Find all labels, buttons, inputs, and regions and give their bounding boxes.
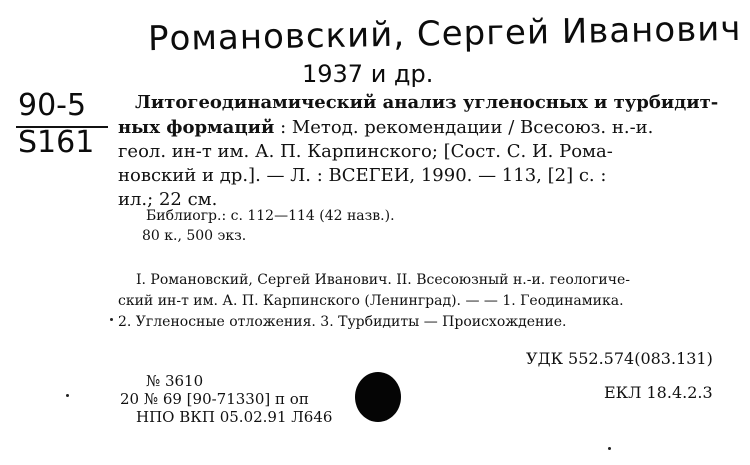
udk-code: УДК 552.574(083.131): [526, 349, 713, 368]
handwritten-author-name: Романовский, Сергей Иванович: [147, 8, 742, 60]
ekl-code: ЕКЛ 18.4.2.3: [604, 383, 713, 402]
tracing-line-1: I. Романовский, Сергей Иванович. II. Всесоюзный н.-и. геологиче-: [136, 272, 631, 288]
call-number-top: 90-5: [18, 88, 87, 123]
card-punch-hole: [355, 372, 401, 422]
handwritten-year-note: 1937 и др.: [302, 60, 434, 88]
call-number-bottom: S161: [18, 125, 95, 160]
entry-line-4: новский и др.]. — Л. : ВСЕГЕИ, 1990. — 113, [2] с. :: [118, 165, 607, 186]
print-batch-line: 20 № 69 [90-71330] п оп: [120, 390, 309, 408]
entry-line-3: геол. ин-т им. А. П. Карпинского; [Сост. С. И. Рома-: [118, 141, 613, 162]
printer-line: НПО ВКП 05.02.91 Л646: [136, 408, 333, 426]
tracing-line-2: ский ин-т им. А. П. Карпинского (Ленинград). — — 1. Геодинамика.: [118, 293, 624, 309]
entry-subtitle: : Метод. рекомендации / Всесоюз. н.-и.: [274, 117, 654, 138]
entry-title-line-2: [118, 117, 653, 138]
ink-speck: [66, 394, 69, 397]
entry-title-end: ных формаций: [118, 117, 275, 138]
ink-speck: [110, 318, 113, 321]
tracing-line-3: 2. Угленосные отложения. 3. Турбидиты — Происхождение.: [118, 314, 567, 330]
print-run-note: 80 к., 500 экз.: [142, 228, 247, 244]
bibliography-note: Библиогр.: с. 112—114 (42 назв.).: [146, 208, 395, 224]
ink-speck: [608, 447, 611, 450]
print-order-number: № 3610: [146, 372, 204, 390]
entry-title-line-1: Литогеодинамический анализ угленосных и турбидит-: [135, 92, 719, 113]
entry-line-5: ил.; 22 см.: [118, 189, 218, 210]
